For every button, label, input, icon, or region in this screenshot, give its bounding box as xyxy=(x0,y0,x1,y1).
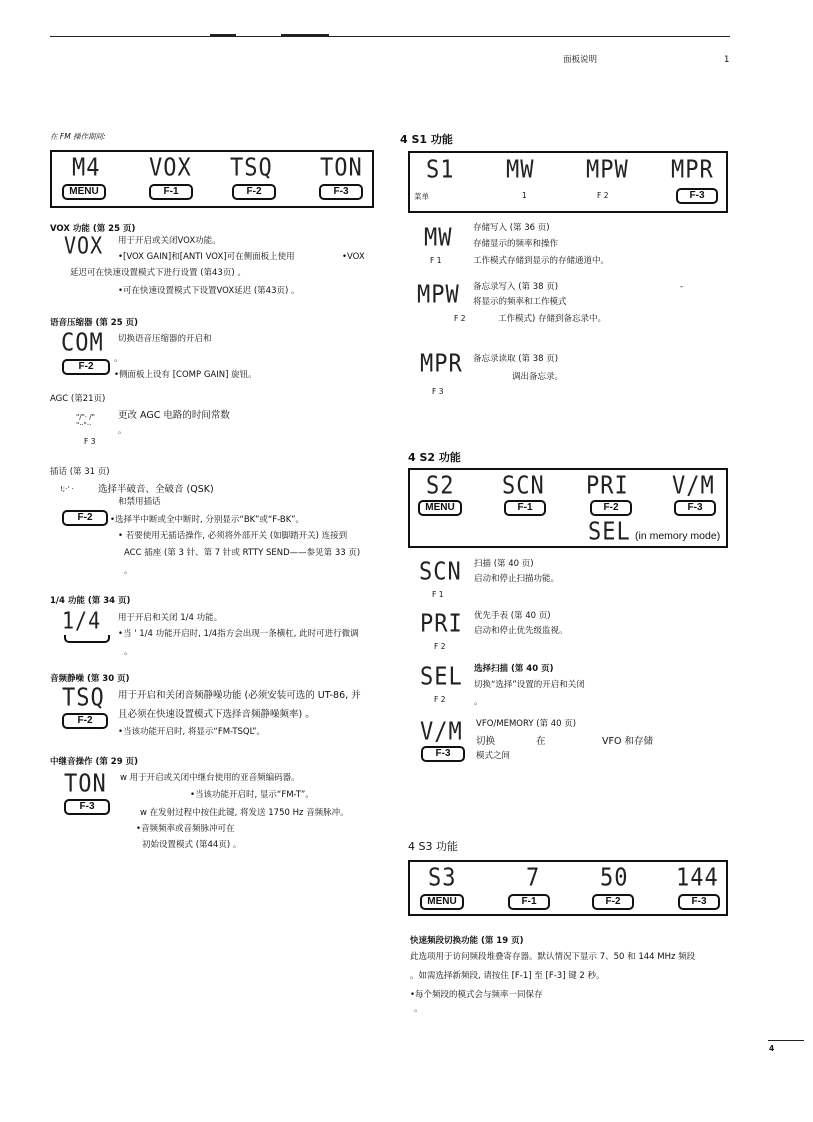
pri-seg: PRI xyxy=(420,609,463,639)
tsql-seg: TSQ xyxy=(62,683,105,713)
mpr-line-2: 调出备忘录。 xyxy=(512,372,564,382)
s3-f2-key[interactable]: F-2 xyxy=(592,894,634,910)
s2-menu-key[interactable]: MENU xyxy=(418,500,462,516)
tone-line-5: 初始设置模式 (第44页) 。 xyxy=(142,840,242,850)
tone-heading: 中继音操作 (第 29 页) xyxy=(50,757,138,767)
bk-f2-key[interactable]: F-2 xyxy=(62,510,108,526)
s1-label-menu: 菜单 xyxy=(414,192,429,201)
comp-line-2: 。 xyxy=(114,354,123,364)
s2-heading: 4 S2 功能 xyxy=(408,451,461,464)
sel-line-1: 选择扫描 (第 40 页) xyxy=(474,664,554,674)
s2-memory-note: (in memory mode) xyxy=(635,530,721,542)
quarter-key-outline xyxy=(64,635,110,643)
agc-heading: AGC (第21页) xyxy=(50,394,106,404)
s1-f3-key[interactable]: F-3 xyxy=(676,188,718,204)
s2-f3-key[interactable]: F-3 xyxy=(674,500,716,516)
lcd-seg-1: M4 xyxy=(72,153,101,183)
comp-line-1: 切换语音压缩器的开启和 xyxy=(118,334,212,344)
band-line-4: 。 xyxy=(414,1004,423,1014)
footer-page: 4 xyxy=(769,1044,775,1053)
tsql-line-1: 用于开启和关闭音频静噪功能 (必须安装可选的 UT-86, 并 xyxy=(118,690,361,701)
vox-heading: VOX 功能 (第 25 页) xyxy=(50,224,136,234)
vm-line-2c: VFO 和存储 xyxy=(602,736,653,747)
mpw-line-3: 工作模式) 存储到备忘录中。 xyxy=(498,314,607,324)
s1-label-1: 1 xyxy=(522,191,527,200)
mpw-line-1: 备忘录写入 (第 38 页) xyxy=(473,282,559,292)
tone-line-2: •当该功能开启时, 显示“FM-T”。 xyxy=(190,790,314,800)
mpw-f2: F 2 xyxy=(454,314,466,323)
mw-f1: F 1 xyxy=(430,256,442,265)
mpr-line-1: 备忘录读取 (第 38 页) xyxy=(473,354,559,364)
tone-line-3: w 在发射过程中按住此键, 将发送 1750 Hz 音频脉冲。 xyxy=(140,808,349,818)
vm-line-1: VFO/MEMORY (第 40 页) xyxy=(476,719,577,729)
mpr-f3: F 3 xyxy=(432,387,444,396)
bk-heading: 插话 (第 31 页) xyxy=(50,467,110,477)
sel-seg: SEL xyxy=(420,662,463,692)
top-rule-mark-2 xyxy=(281,34,329,36)
scn-seg: SCN xyxy=(419,557,462,587)
band-line-3: •每个频段的模式会与频率一同保存 xyxy=(410,990,543,1000)
mw-line-1: 存储写入 (第 36 页) xyxy=(473,223,550,233)
scn-line-2: 启动和停止扫描功能。 xyxy=(474,574,560,584)
pri-line-2: 启动和停止优先级监视。 xyxy=(474,626,568,636)
tsql-heading: 音频静噪 (第 30 页) xyxy=(50,674,130,684)
lcd-s3 xyxy=(408,860,728,916)
footer-rule xyxy=(768,1040,804,1041)
bk-line-1: 选择半破音、全破音 (QSK) xyxy=(98,484,214,495)
vox-line-4: •可在快速设置模式下设置VOX延迟 (第43页) 。 xyxy=(118,286,300,296)
band-line-1: 此选项用于访问频段堆叠寄存器。默认情况下显示 7、50 和 144 MHz 频段 xyxy=(410,952,696,962)
s1-heading: 4 S1 功能 xyxy=(400,133,453,146)
vox-line-1: 用于开启或关闭VOX功能。 xyxy=(118,236,221,246)
sel-f2: F 2 xyxy=(434,695,446,704)
mw-line-2: 存储显示的频率和操作 xyxy=(473,239,559,249)
comp-seg: COM xyxy=(61,328,104,358)
lcd-seg-2: VOX xyxy=(149,153,192,183)
mpr-seg: MPR xyxy=(420,349,463,379)
tone-line-4: •音频频率或音频脉冲可在 xyxy=(136,824,235,834)
vm-line-3: 模式之间 xyxy=(476,751,511,761)
sel-line-2: 切换“选择”设置的开启和关闭 xyxy=(474,680,585,690)
f1-key[interactable]: F-1 xyxy=(149,184,193,200)
bk-line-6: 。 xyxy=(124,566,133,576)
s3-seg-2: 7 xyxy=(526,863,541,893)
tsql-line-2: 且必须在快速设置模式下选择音频静噪频率) 。 xyxy=(118,709,315,720)
band-line-2: 。如需选择新频段, 请按住 [F-1] 至 [F-3] 键 2 秒。 xyxy=(410,971,605,981)
band-heading: 快速频段切换功能 (第 19 页) xyxy=(410,936,524,946)
tone-line-1: w 用于开启或关闭中继台使用的亚音频编码器。 xyxy=(120,773,300,783)
tone-seg: TON xyxy=(64,769,107,799)
s2-seg-1: S2 xyxy=(426,471,455,501)
quarter-line-2: •当 ' 1/4 功能开启时, 1/4指方会出现一条横杠, 此时可进行微调 xyxy=(118,629,359,639)
s2-seg-3: PRI xyxy=(586,471,629,501)
agc-line-1: 更改 AGC 电路的时间常数 xyxy=(118,410,230,421)
menu-key[interactable]: MENU xyxy=(62,184,106,200)
mpw-seg: MPW xyxy=(417,280,460,310)
pri-f2: F 2 xyxy=(434,642,446,651)
top-rule xyxy=(50,36,730,37)
s3-seg-3: 50 xyxy=(600,863,629,893)
f3-key[interactable]: F-3 xyxy=(319,184,363,200)
s1-seg-4: MPR xyxy=(671,155,714,185)
scn-line-1: 扫描 (第 40 页) xyxy=(474,559,534,569)
mw-line-3: 工作模式存储到显示的存储通道中。 xyxy=(473,256,610,266)
s2-seg-4: V/M xyxy=(672,471,715,501)
s1-label-f2: F 2 xyxy=(597,191,609,200)
s3-f1-key[interactable]: F-1 xyxy=(508,894,550,910)
s3-f3-key[interactable]: F-3 xyxy=(678,894,720,910)
s1-seg-3: MPW xyxy=(586,155,629,185)
quarter-line-3: 。 xyxy=(124,647,133,657)
comp-f2-key[interactable]: F-2 xyxy=(62,359,110,375)
comp-line-3: •侧面板上设有 [COMP GAIN] 旋钮。 xyxy=(114,370,257,380)
lcd-seg-4: TON xyxy=(320,153,363,183)
quarter-seg: 1/4 xyxy=(62,606,102,635)
lcd-seg-3: TSQ xyxy=(230,153,273,183)
agc-glyph: "/"· /" "··"·· xyxy=(76,413,95,429)
vox-line-2b: •VOX xyxy=(342,252,365,262)
vm-line-2a: 切换 xyxy=(476,736,496,747)
bk-line-5: ACC 插座 (第 3 针、第 7 针或 RTTY SEND——参见第 33 页) xyxy=(124,548,361,558)
tsql-line-3: •当该功能开启时, 将显示“FM-TSQL”。 xyxy=(118,727,266,737)
quarter-line-1: 用于开启和关闭 1/4 功能。 xyxy=(118,613,223,623)
intro: 在 FM 操作期间: xyxy=(50,132,106,141)
tone-f3-key[interactable]: F-3 xyxy=(64,799,110,815)
quarter-heading: 1/4 功能 (第 34 页) xyxy=(50,596,131,606)
tsql-f2-key[interactable]: F-2 xyxy=(62,713,108,729)
lcd-fm xyxy=(50,150,374,208)
s3-seg-4: 144 xyxy=(676,863,719,893)
vox-line-3: 延迟可在快速设置模式下进行设置 (第43页) 。 xyxy=(70,268,246,278)
bk-line-4: • 若要使用无插话操作, 必须将外部开关 (如脚踏开关) 连接到 xyxy=(118,531,348,541)
f2-key[interactable]: F-2 xyxy=(232,184,276,200)
s1-seg-1: S1 xyxy=(426,155,455,185)
pri-line-1: 优先手表 (第 40 页) xyxy=(474,611,551,621)
s1-seg-2: MW xyxy=(506,155,535,185)
bk-line-3: •选择半中断或全中断时, 分别显示“BK”或“F-BK”。 xyxy=(110,515,304,525)
s3-heading: 4 S3 功能 xyxy=(408,840,458,853)
vm-seg: V/M xyxy=(420,717,463,747)
sel-line-3: 。 xyxy=(474,697,483,707)
header-number: 1 xyxy=(724,55,730,65)
mpw-dash: - xyxy=(680,282,684,292)
s2-sel-seg: SEL xyxy=(588,517,631,547)
vox-line-2: •[VOX GAIN]和[ANTI VOX]可在侧面板上使用 xyxy=(118,252,295,262)
comp-heading: 语音压缩器 (第 25 页) xyxy=(50,318,138,328)
vm-line-2b: 在 xyxy=(536,736,546,747)
mw-seg: MW xyxy=(424,223,453,253)
s2-seg-2: SCN xyxy=(502,471,545,501)
s2-f1-key[interactable]: F-1 xyxy=(504,500,546,516)
lcd-s2 xyxy=(408,468,728,548)
s3-seg-1: S3 xyxy=(428,863,457,893)
lcd-s1 xyxy=(408,151,728,213)
bk-line-2: 和禁用插话 xyxy=(118,497,161,507)
top-rule-mark-1 xyxy=(210,34,236,36)
vox-seg: VOX xyxy=(64,231,104,260)
s3-menu-key[interactable]: MENU xyxy=(420,894,464,910)
bk-glyph: !;·' · xyxy=(60,485,74,493)
agc-line-2: 。 xyxy=(118,426,127,436)
header-section: 面板说明 xyxy=(563,55,598,65)
scn-f1: F 1 xyxy=(432,590,444,599)
vm-f3-key[interactable]: F-3 xyxy=(421,746,465,762)
s2-f2-key[interactable]: F-2 xyxy=(590,500,632,516)
mpw-line-2: 将显示的频率和工作模式 xyxy=(473,297,567,307)
agc-f3: F 3 xyxy=(84,437,96,446)
